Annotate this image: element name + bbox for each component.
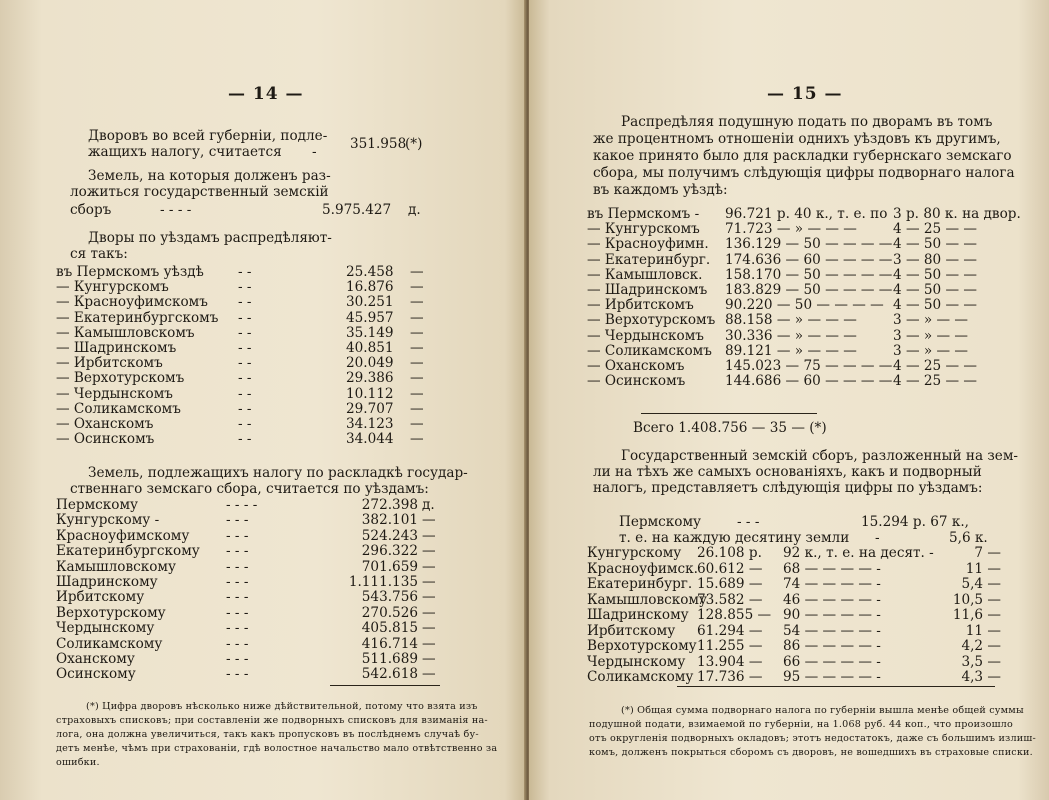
unit-mark: — [422,620,436,637]
district-name: въ Пермскомъ уѣздѣ [56,264,204,280]
households-value: 34.123 [346,416,394,432]
unit-mark: — [422,635,436,652]
perm-value: 15.294 р. 67 к., [861,514,969,530]
households-value: 40.851 [346,340,394,356]
zemstvo-amount: 17.736 — [697,669,763,685]
district-name: Ирбитскому [56,589,145,606]
district-name: Красноуфимск. [587,560,698,577]
lands-value: 5.975.427 [322,202,392,218]
page-15 [529,0,1049,800]
households-value: 10.112 [346,385,394,402]
per-desyatina: 10,5 — [952,591,1001,608]
households-value: 45.957 [346,309,394,326]
zemstvo-amount: 73.582 — [697,591,763,608]
footnote-line: страховыхъ списковъ; при составленіи же подворныхъ списковъ для взиманія на- [56,715,488,726]
district-name: — Ирбитскомъ [56,355,163,372]
lands-value: 1.111.135 [348,574,418,590]
intro-line: какое принято было для раскладки губернскаго земскаго [593,148,1012,164]
district-name: — Соликамскомъ [587,342,712,359]
per-desyatina: 5,4 — [961,576,1001,592]
households-line-1: Дворовъ во всей губерніи, подле- [88,128,328,144]
ditto-mark: — [410,355,424,372]
per-desyatina: 11 — [965,560,1001,577]
paragraph-line: налогъ, представляетъ слѣдующія цифры по уѣздамъ: [593,480,983,496]
intro-line: сбора, мы получимъ слѣдующія цифры подворнаго налога [593,165,1015,181]
dash-leader: - - - [226,512,249,529]
zemstvo-kopecks: 74 — — — — - [783,576,881,592]
zemstvo-kopecks: 90 — — — — - [783,607,881,623]
tax-amount: 183.829 — 50 — — — — [725,282,893,298]
households-value: 25.458 [346,264,394,280]
lands-dashes: - - - - [160,202,192,218]
dash-leader: - - [238,385,252,402]
lands-unit: д. [408,202,421,218]
zemstvo-amount: 61.294 — [697,622,763,639]
footnote-line: (*) Общая сумма подворнаго налога по губерніи вышла менѣе общей суммы [621,705,1024,716]
perm-name: Пермскому [619,514,702,530]
district-name: — Екатеринбург. [587,251,711,268]
lands-heading-2: ственнаго земскаго сбора, считается по уѣздамъ: [70,481,429,497]
district-name: — Осинскомъ [587,373,686,390]
district-name: — Кунгурскомъ [56,279,169,296]
tax-amount: 90.220 — 50 — — — — [725,297,884,314]
lands-line-1: Земель, на которыя долженъ раз- [88,168,331,184]
per-household-rate: 4 — 25 — — [893,373,978,390]
zemstvo-amount: 128.855 — [697,607,772,623]
households-value: 29.707 [346,400,394,417]
households-value: 20.049 [346,355,394,372]
perm-per-value: 5,6 к. [949,530,988,546]
dash-leader: - - - [226,635,249,652]
per-desyatina: 4,3 — [961,669,1001,685]
by-district-heading-2: ся такъ: [70,246,128,262]
households-dash: - [312,144,317,160]
district-name: — Верхотурскомъ [56,370,185,387]
district-name: — Оханскомъ [56,416,154,432]
footnote-line: детъ менѣе, чѣмъ при страхованіи, гдѣ волостное начальство мало отвѣтственно за [56,743,498,754]
district-name: — Осинскомъ [56,431,155,448]
district-name: — Красноуфимскомъ [56,294,208,311]
unit-mark: д. [422,497,435,513]
ditto-mark: — [410,431,424,448]
bottom-rule [677,686,995,687]
district-name: Верхотурскому [56,604,166,621]
tax-amount: 144.686 — 60 — — — — [725,373,893,390]
lands-heading-1: Земель, подлежащихъ налогу по раскладкѣ государ- [88,465,468,481]
page-number: — 15 — [767,84,843,104]
per-desyatina: 11 — [965,622,1001,639]
district-name: Соликамскому [56,635,163,652]
lands-value: 543.756 [361,589,418,606]
zemstvo-kopecks: 46 — — — — - [783,591,881,608]
district-name: Красноуфимскому [56,527,190,544]
dash-leader: - - [238,416,252,432]
paragraph-line: ли на тѣхъ же самыхъ основаніяхъ, какъ и подворный [593,464,982,480]
zemstvo-kopecks: 66 — — — — - [783,653,881,670]
district-name: Шадринскому [587,607,689,623]
lands-value: 272.398 [361,497,418,513]
per-household-rate: 3 — 80 — — [893,251,978,268]
zemstvo-kopecks: 95 — — — — - [783,669,881,685]
tax-total: Всего 1.408.756 — 35 — (*) [633,420,827,436]
dash-leader: - - - - [226,497,258,513]
dash-leader: - - [238,309,252,326]
tax-amount: 88.158 — » — — — [725,312,857,329]
per-desyatina: 3,5 — [961,653,1001,670]
dash-leader: - - - [226,604,249,621]
dash-leader: - - [238,400,252,417]
footnote-line: лога, она должна увеличиться, такъ какъ пропусковъ въ послѣднемъ случаѣ бу- [56,729,479,740]
dash-leader: - - - [226,574,249,590]
households-value: 35.149 [346,324,394,341]
district-name: Оханскому [56,651,135,667]
footnote-line: (*) Цифра дворовъ нѣсколько ниже дѣйствительной, потому что взята изъ [86,701,478,712]
households-value: 30.251 [346,294,394,311]
perm-per-dash: - [875,530,880,546]
ditto-mark: — [410,416,424,432]
dash-leader: - - - [226,543,249,560]
dash-leader: - - [238,355,252,372]
unit-mark: — [422,574,436,590]
tax-amount: 71.723 — » — — — [725,221,857,238]
tax-amount: 96.721 р. 40 к., т. е. по [725,206,888,222]
tax-amount: 30.336 — » — — — [725,327,857,344]
per-household-rate: 3 — » — — [893,327,969,344]
dash-leader: - - [238,340,252,356]
per-household-rate: 3 — » — — [893,312,969,329]
dash-leader: - - - [226,666,249,683]
lands-value: 511.689 [361,651,418,667]
per-household-rate: 4 — 50 — — [893,297,978,314]
district-name: — Оханскомъ [587,358,685,374]
ditto-mark: — [410,340,424,356]
zemstvo-amount: 15.689 — [697,576,763,592]
district-name: Камышловскому [56,558,176,575]
unit-mark: — [422,543,436,560]
ditto-mark: — [410,370,424,387]
households-note: (*) [405,136,423,152]
intro-line: въ каждомъ уѣздѣ: [593,182,728,198]
lands-line-2: ложиться государственный земскій [70,184,329,200]
district-name: — Чердынскомъ [56,385,173,402]
tax-amount: 89.121 — » — — — [725,342,857,359]
ditto-mark: — [410,385,424,402]
households-line-2: жащихъ налогу, считается [88,144,282,160]
footnote-line: комъ, долженъ покрыться сборомъ съ дворовъ, не вошедшихъ въ страховые списки. [589,747,1033,758]
zemstvo-amount: 11.255 — [697,638,763,654]
district-name: — Верхотурскомъ [587,312,716,329]
district-name: Ирбитскому [587,622,676,639]
unit-mark: — [422,666,436,683]
ditto-mark: — [410,279,424,296]
lands-value: 542.618 [361,666,418,683]
per-household-rate: 4 — 50 — — [893,266,978,283]
district-name: — Ирбитскомъ [587,297,694,314]
dash-leader: - - - [226,651,249,667]
dash-leader: - - - [226,589,249,606]
lands-value: 382.101 [361,512,418,529]
lands-value: 296.322 [361,543,418,560]
zemstvo-amount: 60.612 — [697,560,763,577]
intro-line: же процентномъ отношеніи однихъ уѣздовъ къ другимъ, [593,131,1001,147]
lands-value: 701.659 [361,558,418,575]
ditto-mark: — [410,400,424,417]
district-name: въ Пермскомъ - [587,206,700,222]
unit-mark: — [422,604,436,621]
per-household-rate: 3 — » — — [893,342,969,359]
district-name: — Соликамскомъ [56,400,181,417]
zemstvo-kopecks: 68 — — — — - [783,560,881,577]
intro-line: Распредѣляя подушную подать по дворамъ въ томъ [621,114,993,130]
district-name: — Камышловскомъ [56,324,195,341]
tax-amount: 174.636 — 60 — — — — [725,251,893,268]
tax-amount: 136.129 — 50 — — — — [725,236,893,253]
dash-leader: - - [238,324,252,341]
district-name: Пермскому [56,497,139,513]
dash-leader: - - - [226,620,249,637]
per-desyatina: 11,6 — [952,607,1001,623]
district-name: Верхотурскому [587,638,697,654]
dash-leader: - - [238,264,252,280]
households-value: 34.044 [346,431,394,448]
district-name: Кунгурскому - [56,512,160,529]
households-value: 16.876 [346,279,394,296]
ditto-mark: — [410,309,424,326]
district-name: Шадринскому [56,574,158,590]
unit-mark: — [422,527,436,544]
zemstvo-kopecks: 92 к., т. е. на десят. - [783,545,934,561]
lands-value: 405.815 [361,620,418,637]
footnote-line: ошибки. [56,757,100,768]
footnote-line: отъ округленія подворныхъ окладовъ; этотъ недостатокъ, даже съ большимъ излиш- [589,733,1036,744]
district-name: Камышловскому [587,591,707,608]
district-name: — Красноуфимн. [587,236,709,253]
perm-per-desyatina: т. е. на каждую десятину земли [619,530,850,546]
lands-line-3: сборъ [70,202,112,218]
tax-amount: 145.023 — 75 — — — — [725,358,893,374]
per-household-rate: 4 — 50 — — [893,282,978,298]
unit-mark: — [422,558,436,575]
unit-mark: — [422,512,436,529]
dash-leader: - - [238,431,252,448]
dash-leader: - - [238,294,252,311]
unit-mark: — [422,589,436,606]
district-name: Кунгурскому [587,545,682,561]
per-household-rate: 4 — 25 — — [893,221,978,238]
district-name: — Кунгурскомъ [587,221,700,238]
dash-leader: - - [238,370,252,387]
sum-rule [330,685,440,686]
zemstvo-kopecks: 54 — — — — - [783,622,881,639]
footnote-line: подушной подати, взимаемой по губерніи, на 1.068 руб. 44 коп., что произошло [589,719,1013,730]
tax-amount: 158.170 — 50 — — — — [725,266,893,283]
district-name: — Камышловск. [587,266,703,283]
per-household-rate: 4 — 50 — — [893,236,978,253]
lands-value: 270.526 [361,604,418,621]
lands-value: 524.243 [361,527,418,544]
ditto-mark: — [410,324,424,341]
district-name: — Шадринскомъ [56,340,177,356]
page-number: — 14 — [228,84,304,104]
zemstvo-amount: 13.904 — [697,653,763,670]
per-household-rate: 4 — 25 — — [893,358,978,374]
per-desyatina: 4,2 — [961,638,1001,654]
by-district-heading-1: Дворы по уѣздамъ распредѣляют- [88,230,332,246]
paragraph-line: Государственный земскій сборъ, разложенный на зем- [621,448,1018,464]
district-name: — Чердынскомъ [587,327,704,344]
unit-mark: — [422,651,436,667]
per-desyatina: 7 — [974,545,1001,561]
households-value: 29.386 [346,370,394,387]
dash-leader: - - - [226,558,249,575]
district-name: Чердынскому [56,620,155,637]
zemstvo-amount: 26.108 р. [697,545,762,561]
district-name: Соликамскому [587,669,694,685]
per-household-rate: 3 р. 80 к. на двор. [893,206,1021,222]
dash-leader: - - - [226,527,249,544]
ditto-mark: — [410,294,424,311]
total-rule [641,413,817,414]
district-name: — Шадринскомъ [587,282,708,298]
ditto-mark: — [410,264,424,280]
district-name: — Екатеринбургскомъ [56,309,219,326]
district-name: Екатеринбургскому [56,543,200,560]
households-value: 351.958 [350,136,407,152]
district-name: Чердынскому [587,653,686,670]
zemstvo-kopecks: 86 — — — — - [783,638,881,654]
district-name: Осинскому [56,666,136,683]
dash-leader: - - [238,279,252,296]
lands-value: 416.714 [361,635,418,652]
district-name: Екатеринбург. [587,576,693,592]
perm-dashes: - - - [737,514,760,530]
